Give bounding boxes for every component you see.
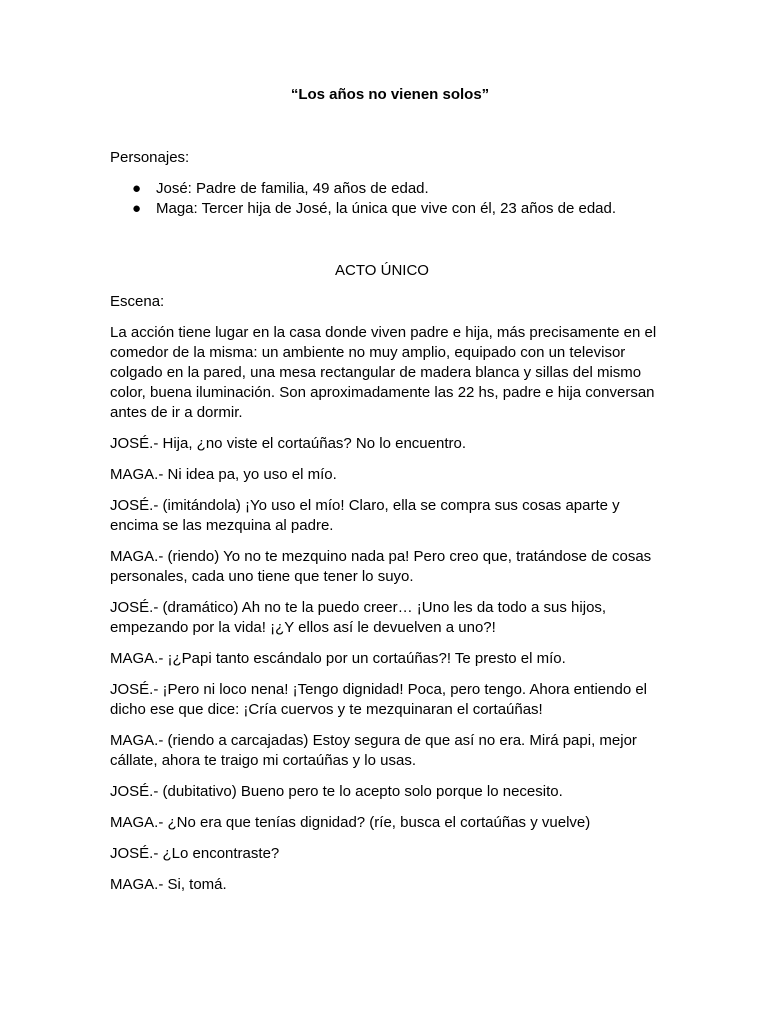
character-item [110,199,670,219]
scene-description: La acción tiene lugar en la casa donde viven padre e hija, más precisamente en el comedor de la misma: un ambiente no muy amplio, equipado con un televisor colgado en la pared, una mesa rectangular de madera blanca y sillas del mismo color, buena iluminación. Son aproximadamente las 22 hs, padre e hija conversan antes de ir a dormir. [110,324,657,421]
dialogue-line: JOSÉ.- ¿Lo encontraste? [110,845,280,862]
dialogue-line: MAGA.- Ni idea pa, yo uso el mío. [110,466,337,483]
document-title: “Los años no vienen solos” [290,86,490,103]
characters-heading: Personajes: [110,149,190,166]
dialogue-line: JOSÉ.- (imitándola) ¡Yo uso el mío! Claro, ella se compra sus cosas aparte y encima se las mezquina al padre. [110,497,620,534]
dialogue-line: MAGA.- ¡¿Papi tanto escándalo por un cortaúñas?! Te presto el mío. [110,650,566,667]
character-description: Maga: Tercer hija de José, la única que vive con él, 23 años de edad. [156,200,617,217]
dialogue-line: MAGA.- ¿No era que tenías dignidad? (ríe, busca el cortaúñas y vuelve) [110,814,591,831]
script-body [110,323,670,906]
dialogue-line: JOSÉ.- (dramático) Ah no te la puedo creer… ¡Uno les da todo a sus hijos, empezando por la vida! ¡¿Y ellos así le devuelven a uno?! [110,599,607,636]
dialogue-line: MAGA.- (riendo a carcajadas) Estoy segura de que así no era. Mirá papi, mejor cállate, ahora te traigo mi cortaúñas y lo usas. [110,732,637,769]
dialogue-line: JOSÉ.- Hija, ¿no viste el cortaúñas? No lo encuentro. [110,435,467,452]
act-title: ACTO ÚNICO [335,262,429,279]
dialogue-line: JOSÉ.- (dubitativo) Bueno pero te lo acepto solo porque lo necesito. [110,783,563,800]
dialogue-line: MAGA.- Si, tomá. [110,876,227,893]
bullet-icon: ● [132,180,142,197]
bullet-icon: ● [132,200,142,217]
character-item [110,179,670,199]
character-list [110,179,670,219]
dialogue-line: MAGA.- (riendo) Yo no te mezquino nada pa! Pero creo que, tratándose de cosas personales, cada uno tiene que tener lo suyo. [110,548,652,585]
character-description: José: Padre de familia, 49 años de edad. [156,180,429,197]
dialogue-line: JOSÉ.- ¡Pero ni loco nena! ¡Tengo dignidad! Poca, pero tengo. Ahora entiendo el dicho ese que dice: ¡Cría cuervos y te mezquinaran el cortaúñas! [110,681,648,718]
scene-heading: Escena: [110,293,165,310]
